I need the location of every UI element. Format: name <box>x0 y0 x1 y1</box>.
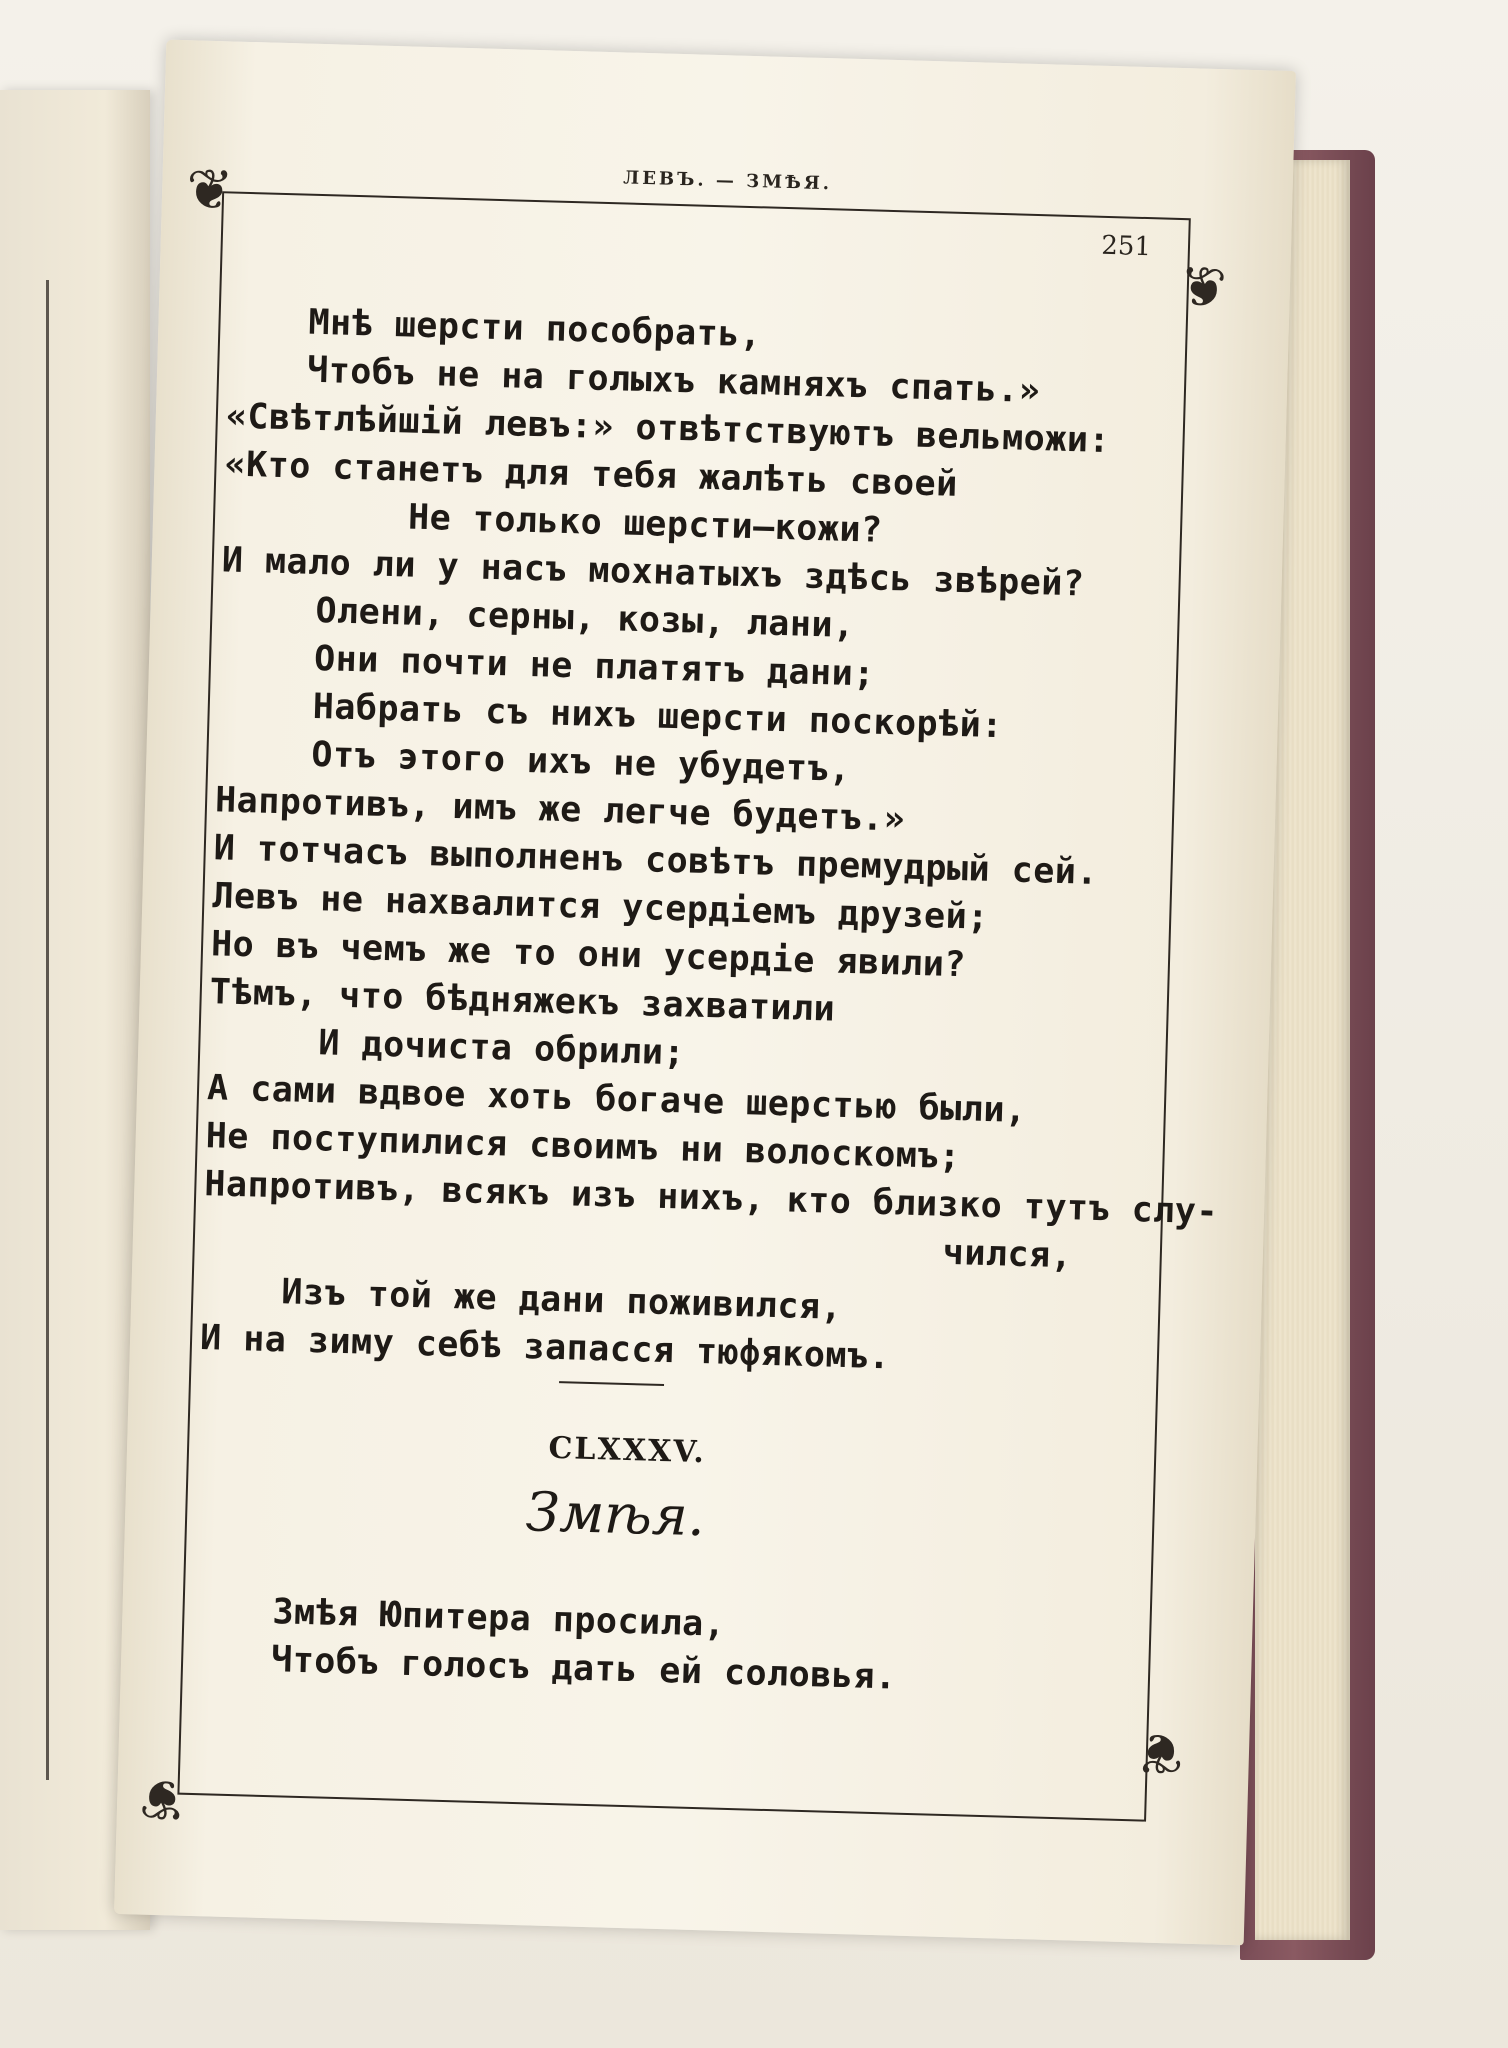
poem-line: Изъ той же дани поживился, <box>280 1272 843 1328</box>
poem-line: И тотчасъ выполненъ совѣтъ премудрый сей. <box>213 828 1099 893</box>
poem-line: Но въ чемъ же то они усердіе явили? <box>210 924 967 986</box>
running-head: ЛЕВЪ. — ЗМѢЯ. <box>623 167 833 195</box>
poem-line: Чтобъ не на голыхъ камняхъ спать.» <box>306 350 1041 412</box>
poem-line: Не поступилися своимъ ни волоскомъ; <box>205 1116 962 1178</box>
poem-line: «Кто станетъ для тебя жалѣть своей <box>224 444 959 505</box>
poem-text <box>199 296 1219 1387</box>
poem-line: Не только шерсти—кожи? <box>407 497 884 551</box>
fable-title: Змѣя. <box>525 1480 706 1549</box>
left-page-frame-rule <box>46 280 49 1780</box>
fable-number: CLXXXV. <box>548 1430 707 1471</box>
poem-line: чился, <box>942 1232 1073 1277</box>
fable-line: Чтобъ голосъ дать ей соловья. <box>270 1640 898 1698</box>
fable-text <box>271 1588 899 1701</box>
corner-ornament-icon: ❦ <box>138 1765 188 1832</box>
poem-line: «Свѣтлѣйшій левъ:» отвѣтствуютъ вельможи: <box>225 396 1111 462</box>
book-page <box>114 40 1296 1946</box>
poem-line: Мнѣ шерсти пособрать, <box>307 302 762 356</box>
corner-ornament-icon: ❦ <box>1136 1719 1185 1786</box>
corner-ornament-icon: ❦ <box>185 157 235 224</box>
page-number: 251 <box>1100 230 1152 263</box>
poem-line: Напротивъ, всякъ изъ нихъ, кто близко тутъ слу- <box>203 1164 1219 1233</box>
poem-line: А сами вдвое хоть богаче шерстью были, <box>206 1068 1028 1132</box>
poem-line: И на зиму себѣ запасся тюфякомъ. <box>199 1318 891 1378</box>
poem-line: Олени, серны, козы, лани, <box>314 590 856 647</box>
poem-line: Набрать съ нихъ шерсти поскорѣй: <box>312 686 1004 747</box>
poem-line: Тѣмъ, что бѣдняжекъ захватили <box>209 972 836 1030</box>
poem-line: И мало ли у насъ мохнатыхъ здѣсь звѣрей? <box>221 540 1085 605</box>
poem-line: Они почти не платятъ дани; <box>313 638 876 695</box>
poem-line: Отъ этого ихъ не убудетъ, <box>310 734 852 790</box>
fable-line: Змѣя Юпитера просила, <box>271 1592 726 1645</box>
corner-ornament-icon: ❦ <box>1179 254 1228 322</box>
poem-line: И дочиста обрили; <box>317 1023 686 1074</box>
poem-line: Левъ не нахвалится усердіемъ друзей; <box>211 876 990 938</box>
poem-line: Напротивъ, имъ же легче будетъ.» <box>214 780 906 840</box>
